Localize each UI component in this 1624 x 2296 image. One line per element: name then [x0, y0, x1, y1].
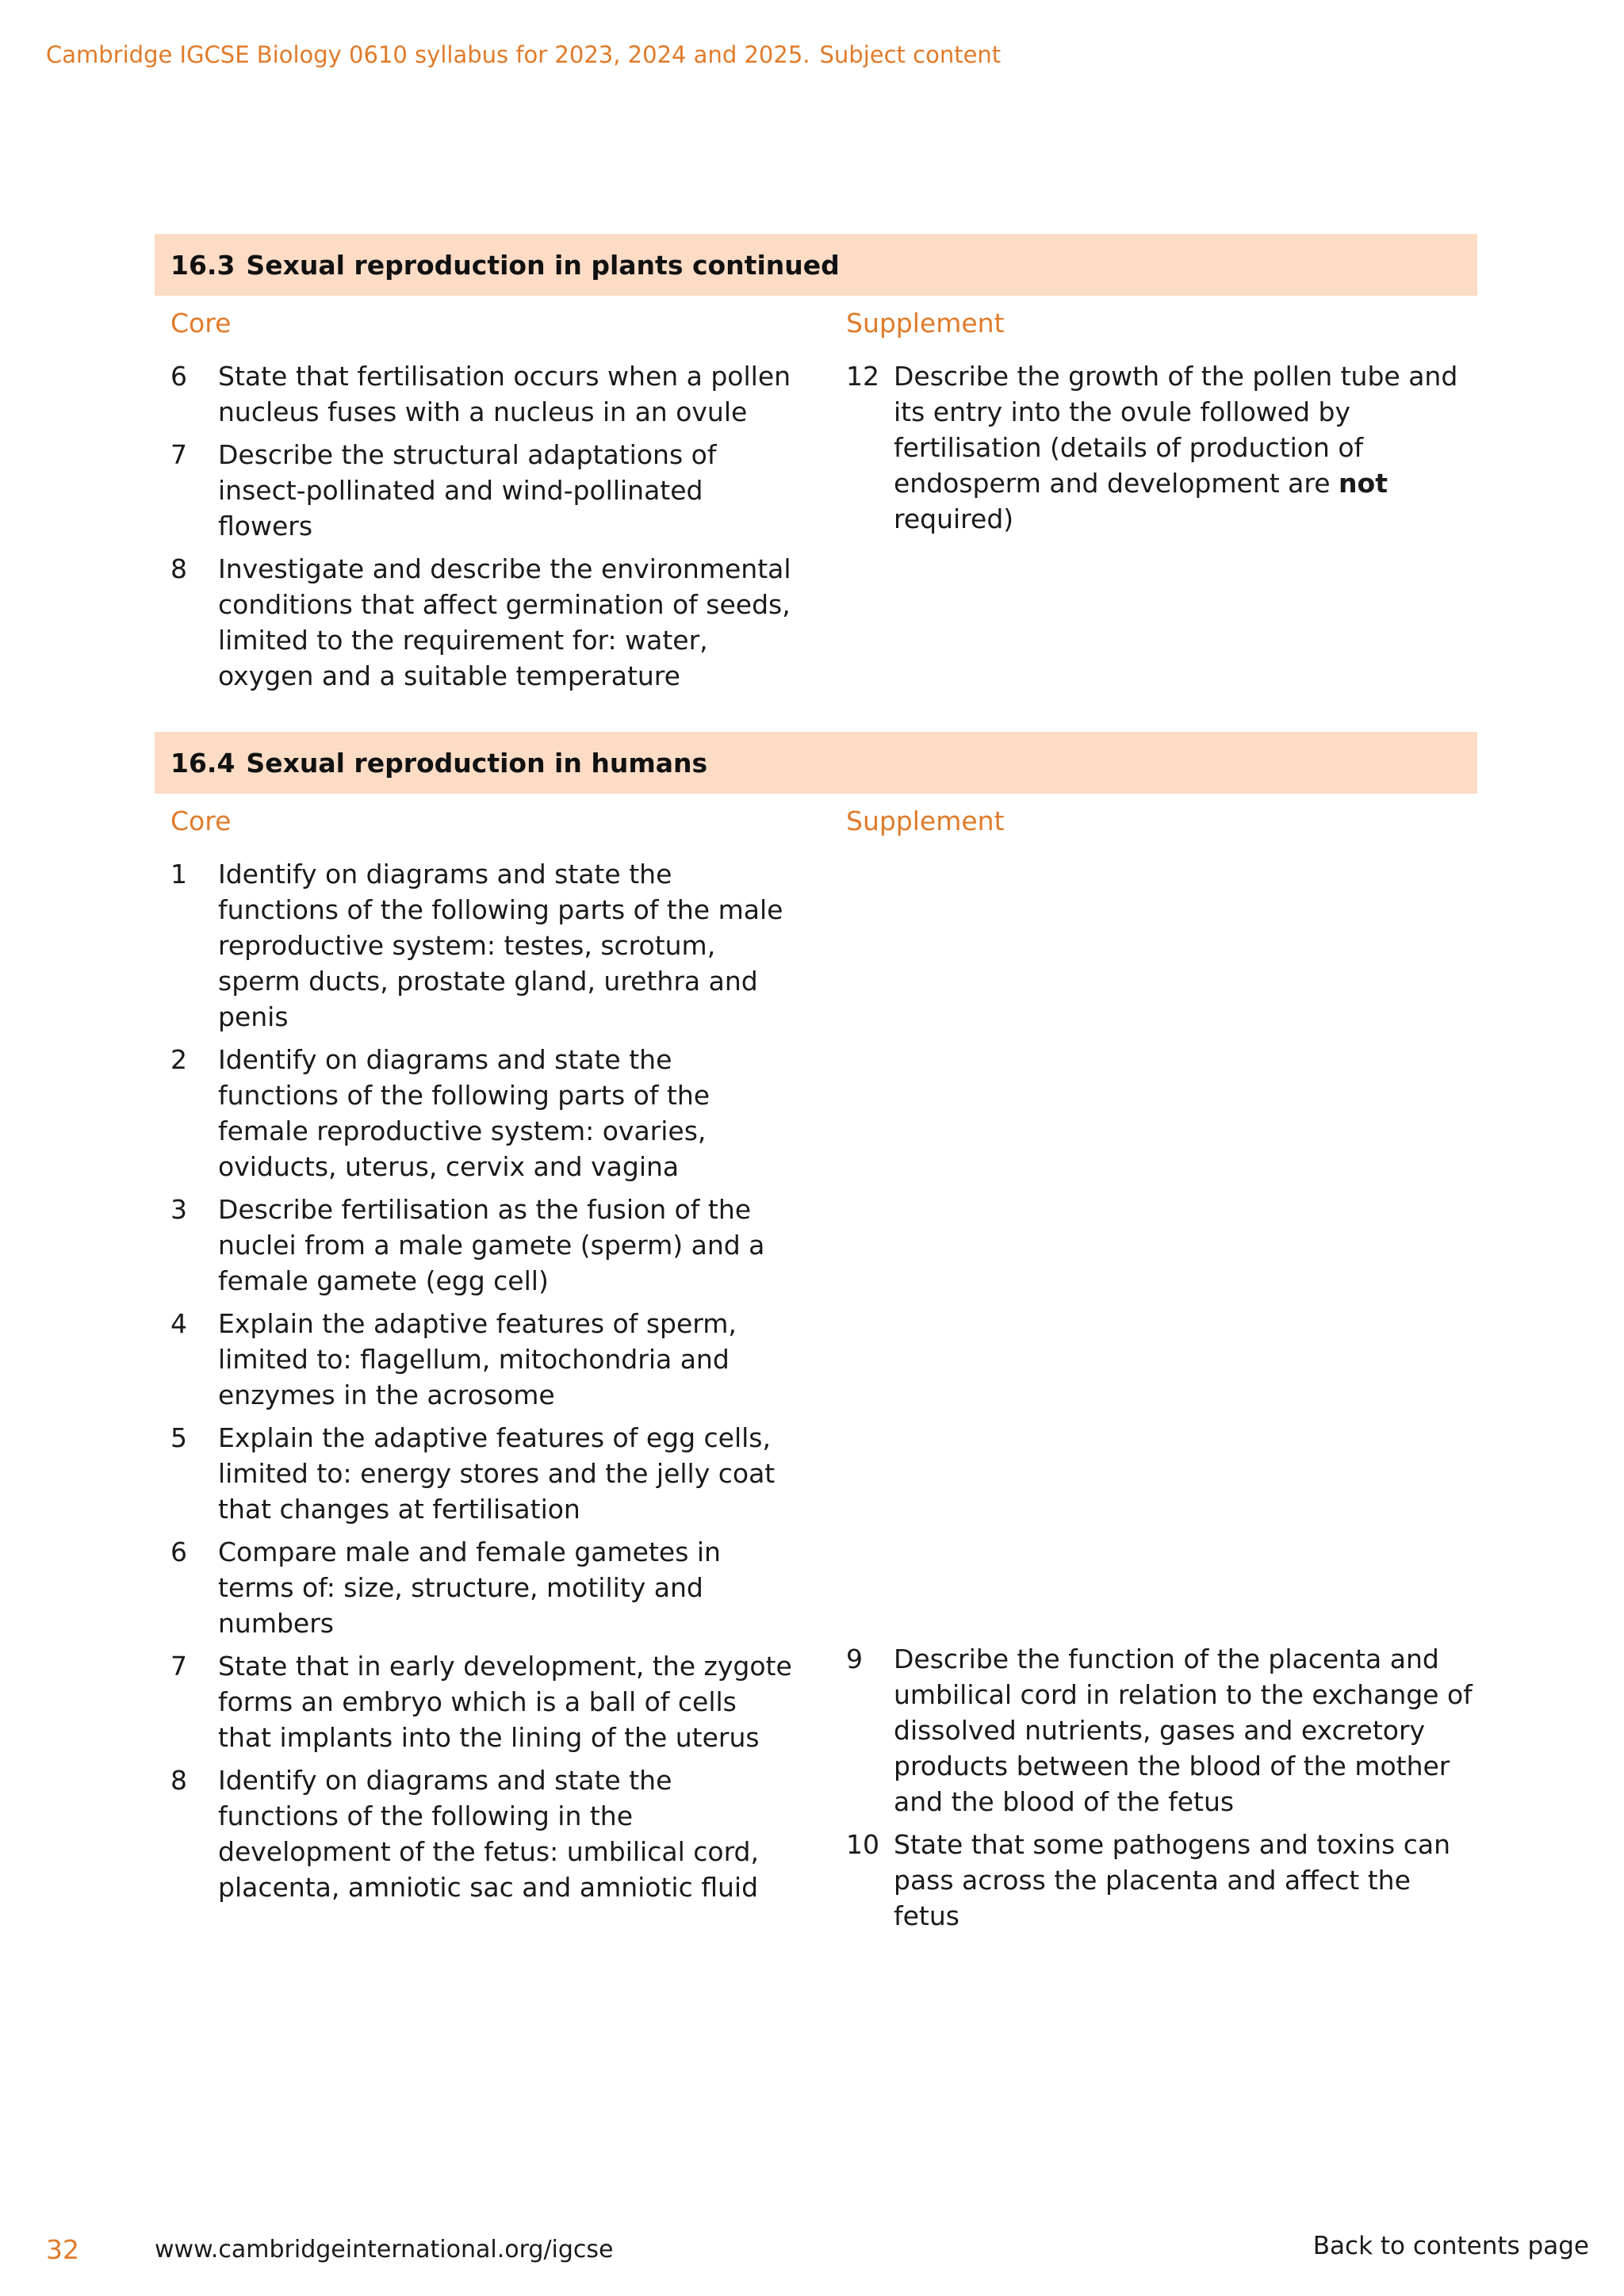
list-item: 10 State that some pathogens and toxins can pass across the placenta and affect the fetus: [846, 1829, 1450, 1931]
emphasis: not: [1339, 468, 1388, 499]
supplement-list: [846, 358, 1473, 544]
list-item: 8 Investigate and describe the environmental conditions that affect germination of seeds, limited to the requirement for: water, oxygen and a suitable temperature: [170, 553, 791, 691]
core-label: Core: [170, 806, 232, 836]
website-link[interactable]: www.cambridgeinternational.org/igcse: [155, 2236, 614, 2263]
core-column: [170, 806, 797, 1903]
supplement-column: [846, 308, 1473, 534]
section-title: Sexual reproduction in plants continued: [246, 249, 840, 281]
supplement-list: [846, 1641, 1473, 1941]
core-label: Core: [170, 308, 232, 339]
list-item: 6 Compare male and female gametes in terms of: size, structure, motility and numbers: [170, 1536, 721, 1639]
supplement-column: [846, 806, 1473, 1931]
list-item: 3 Describe fertilisation as the fusion of the nuclei from a male gamete (sperm) and a female gamete (egg cell): [170, 1194, 765, 1296]
list-item: 6 State that fertilisation occurs when a pollen nucleus fuses with a nucleus in an ovule: [170, 361, 791, 427]
section-number: 16.3: [170, 249, 236, 281]
list-item: 12 Describe the growth of the pollen tube and its entry into the ovule followed by fertilisation (details of production of endosperm and development are not required): [846, 361, 1458, 534]
page-number: 32: [46, 2234, 79, 2265]
section-number: 16.4: [170, 747, 236, 779]
core-list: [170, 856, 797, 1912]
list-item: 7 State that in early development, the zygote forms an embryo which is a ball of cells that implants into the lining of the uterus: [170, 1651, 792, 1753]
list-item: 4 Explain the adaptive features of sperm, limited to: flagellum, mitochondria and enzymes in the acrosome: [170, 1308, 737, 1410]
core-list: [170, 358, 797, 701]
back-to-contents-link[interactable]: Back to contents page: [1312, 2232, 1589, 2260]
section-16-3: [155, 234, 1477, 691]
core-column: [170, 308, 797, 691]
supplement-label: Supplement: [846, 806, 1005, 836]
list-item: 5 Explain the adaptive features of egg cells, limited to: energy stores and the jelly coat that changes at fertilisation: [170, 1422, 776, 1525]
header-title: Cambridge IGCSE Biology 0610 syllabus for 2023, 2024 and 2025.: [46, 41, 810, 68]
list-item: 7 Describe the structural adaptations of insect-pollinated and wind-pollinated flowers: [170, 439, 717, 541]
supplement-label: Supplement: [846, 308, 1005, 339]
header-section: Subject content: [819, 41, 1002, 68]
section-heading: [155, 234, 1477, 296]
section-heading: [155, 732, 1477, 794]
page-header: [46, 41, 1001, 68]
list-item: 2 Identify on diagrams and state the functions of the following parts of the female reproductive system: ovaries, oviducts, uterus, cervix and vagina: [170, 1044, 710, 1182]
section-16-4: [155, 732, 1477, 2000]
list-item: 1 Identify on diagrams and state the functions of the following parts of the male reproductive system: testes, scrotum, sperm ducts, prostate gland, urethra and penis: [170, 859, 783, 1032]
section-title: Sexual reproduction in humans: [246, 747, 708, 779]
list-item: 8 Identify on diagrams and state the functions of the following in the development of the fetus: umbilical cord, placenta, amniotic sac and amniotic fluid: [170, 1765, 759, 1903]
list-item: 9 Describe the function of the placenta and umbilical cord in relation to the exchange of dissolved nutrients, gases and excretory products between the blood of the mother and the blood of the fetus: [846, 1644, 1473, 1817]
